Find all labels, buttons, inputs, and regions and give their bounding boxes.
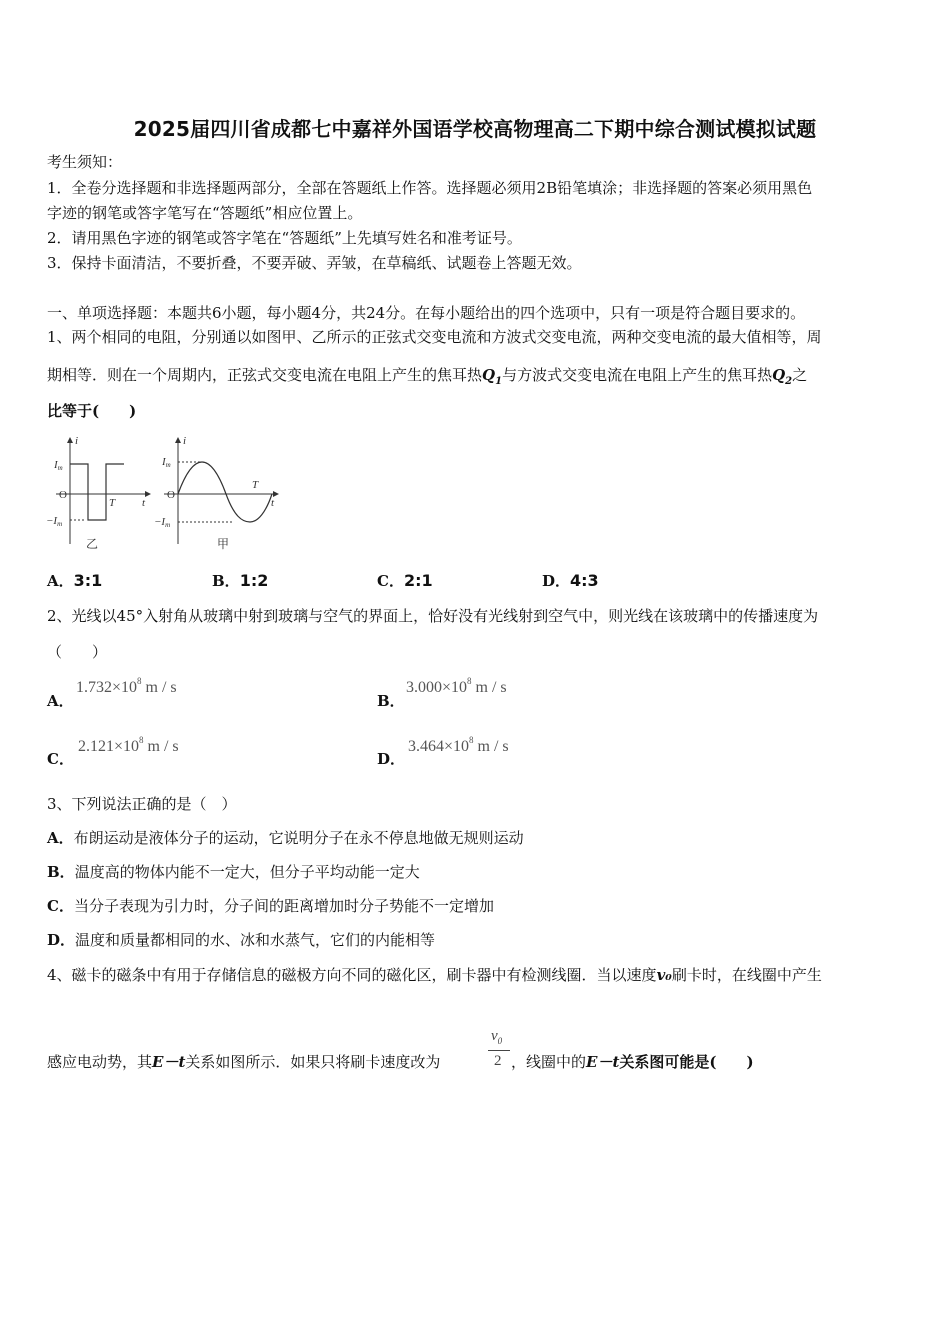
square-label-i: i: [75, 435, 79, 447]
q3-stem: 3、下列说法正确的是（ ）: [47, 795, 237, 813]
q3-option-d[interactable]: D．温度和质量都相同的水、冰和水蒸气，它们的内能相等: [47, 931, 436, 949]
square-label-neg-im: −Im: [46, 515, 63, 528]
q3-option-c[interactable]: C．当分子表现为引力时，分子间的距离增加时分子势能不一定增加: [47, 897, 494, 915]
q4-line2a: 感应电动势，其E－t关系如图所示．如果只将刷卡速度改为: [47, 1053, 441, 1071]
q2-option-a-letter[interactable]: A．: [47, 692, 74, 710]
section-heading: 一、单项选择题：本题共6小题，每小题4分，共24分。在每小题给出的四个选项中，只有一项是符合题目要求的。: [47, 304, 806, 322]
sine-label-t: t: [271, 497, 275, 509]
q2-option-d-value[interactable]: $3.464\times 10^8$ m / s: [408, 735, 509, 755]
sine-caption: 甲: [217, 537, 230, 551]
notice-item-3: 3．保持卡面清洁，不要折叠，不要弄破、弄皱，在草稿纸、试题卷上答题无效。: [47, 254, 582, 272]
square-caption: 乙: [86, 537, 99, 551]
q2-line1: 2、光线以45°入射角从玻璃中射到玻璃与空气的界面上，恰好没有光线射到空气中，则光线在该玻璃中的传播速度为: [47, 607, 819, 625]
square-label-T: T: [109, 497, 116, 509]
q4-line2b: ，线圈中的E－t关系图可能是( ): [511, 1053, 754, 1071]
square-label-o: O: [59, 489, 67, 501]
q2-option-b-letter[interactable]: B．: [377, 692, 405, 710]
q4-et-2: E－t: [586, 1053, 620, 1071]
q4-frac-den: 2: [494, 1053, 502, 1069]
sine-wave-graph: [154, 435, 278, 551]
notice-item-1-cont: 字迹的钢笔或答字笔写在“答题纸”相应位置上。: [47, 204, 363, 222]
q1-line1: 1、两个相同的电阻，分别通以如图甲、乙所示的正弦式交变电流和方波式交变电流，两种交变电流的最大值相等，周: [47, 328, 822, 346]
q4-v0: v₀: [656, 966, 672, 984]
q2-option-c-letter[interactable]: C．: [47, 750, 74, 768]
sine-wave-line: [178, 462, 272, 522]
square-label-im: Im: [54, 459, 63, 472]
q1-option-d[interactable]: D．4:3: [542, 571, 599, 590]
q3-option-a[interactable]: A．布朗运动是液体分子的运动，它说明分子在永不停息地做无规则运动: [47, 829, 524, 847]
sine-label-i: i: [183, 435, 187, 447]
q2-line2: （ ）: [47, 643, 108, 661]
sine-label-im: Im: [162, 456, 171, 469]
q2-option-b-value[interactable]: $3.000\times 10^8$ m / s: [406, 676, 507, 696]
sine-label-neg-im: −Im: [154, 516, 171, 529]
sine-label-T: T: [252, 479, 259, 491]
q2-option-a-value[interactable]: $1.732\times 10^8$ m / s: [76, 676, 177, 696]
q2-symbol: $Q_2$: [772, 366, 793, 387]
q4-frac-bar: [488, 1050, 510, 1051]
q1-option-c[interactable]: C．2:1: [377, 571, 433, 590]
square-label-t: t: [142, 497, 146, 509]
q1-symbol: $Q_1$: [482, 366, 503, 387]
q2-option-d-letter[interactable]: D．: [377, 750, 406, 768]
notice-item-2: 2．请用黑色字迹的钢笔或答字笔在“答题纸”上先填写姓名和准考证号。: [47, 229, 522, 247]
q4-et-1: E－t: [152, 1053, 186, 1071]
q1-option-b[interactable]: B．1:2: [212, 571, 269, 590]
q1-line3: 比等于( ): [47, 402, 137, 420]
q2-option-c-value[interactable]: $2.121\times 10^8$ m / s: [78, 735, 179, 755]
q1-line2: 期相等．则在一个周期内，正弦式交变电流在电阻上产生的焦耳热$Q_1$与方波式交变电流在电阻上产生的焦耳热$Q_2$之: [47, 366, 808, 387]
square-wave-graph: [46, 435, 150, 551]
sine-label-o: O: [167, 489, 175, 501]
square-wave-line: [70, 464, 124, 520]
q3-option-b[interactable]: B．温度高的物体内能不一定大，但分子平均动能一定大: [47, 863, 420, 881]
q1-option-a[interactable]: A．3:1: [47, 571, 103, 590]
notice-heading: 考生须知：: [47, 153, 123, 171]
q1-figure: [42, 432, 292, 554]
q4-line1: 4、磁卡的磁条中有用于存储信息的磁极方向不同的磁化区，刷卡器中有检测线圈．当以速度v₀刷卡时，在线圈中产生: [47, 966, 822, 984]
page-title: 2025届四川省成都七中嘉祥外国语学校高物理高二下期中综合测试模拟试题: [133, 117, 817, 141]
notice-item-1: 1．全卷分选择题和非选择题两部分，全部在答题纸上作答。选择题必须用2B铅笔填涂；非选择题的答案必须用黑色: [47, 179, 813, 197]
q4-frac-num: $v_0$: [491, 1028, 503, 1046]
